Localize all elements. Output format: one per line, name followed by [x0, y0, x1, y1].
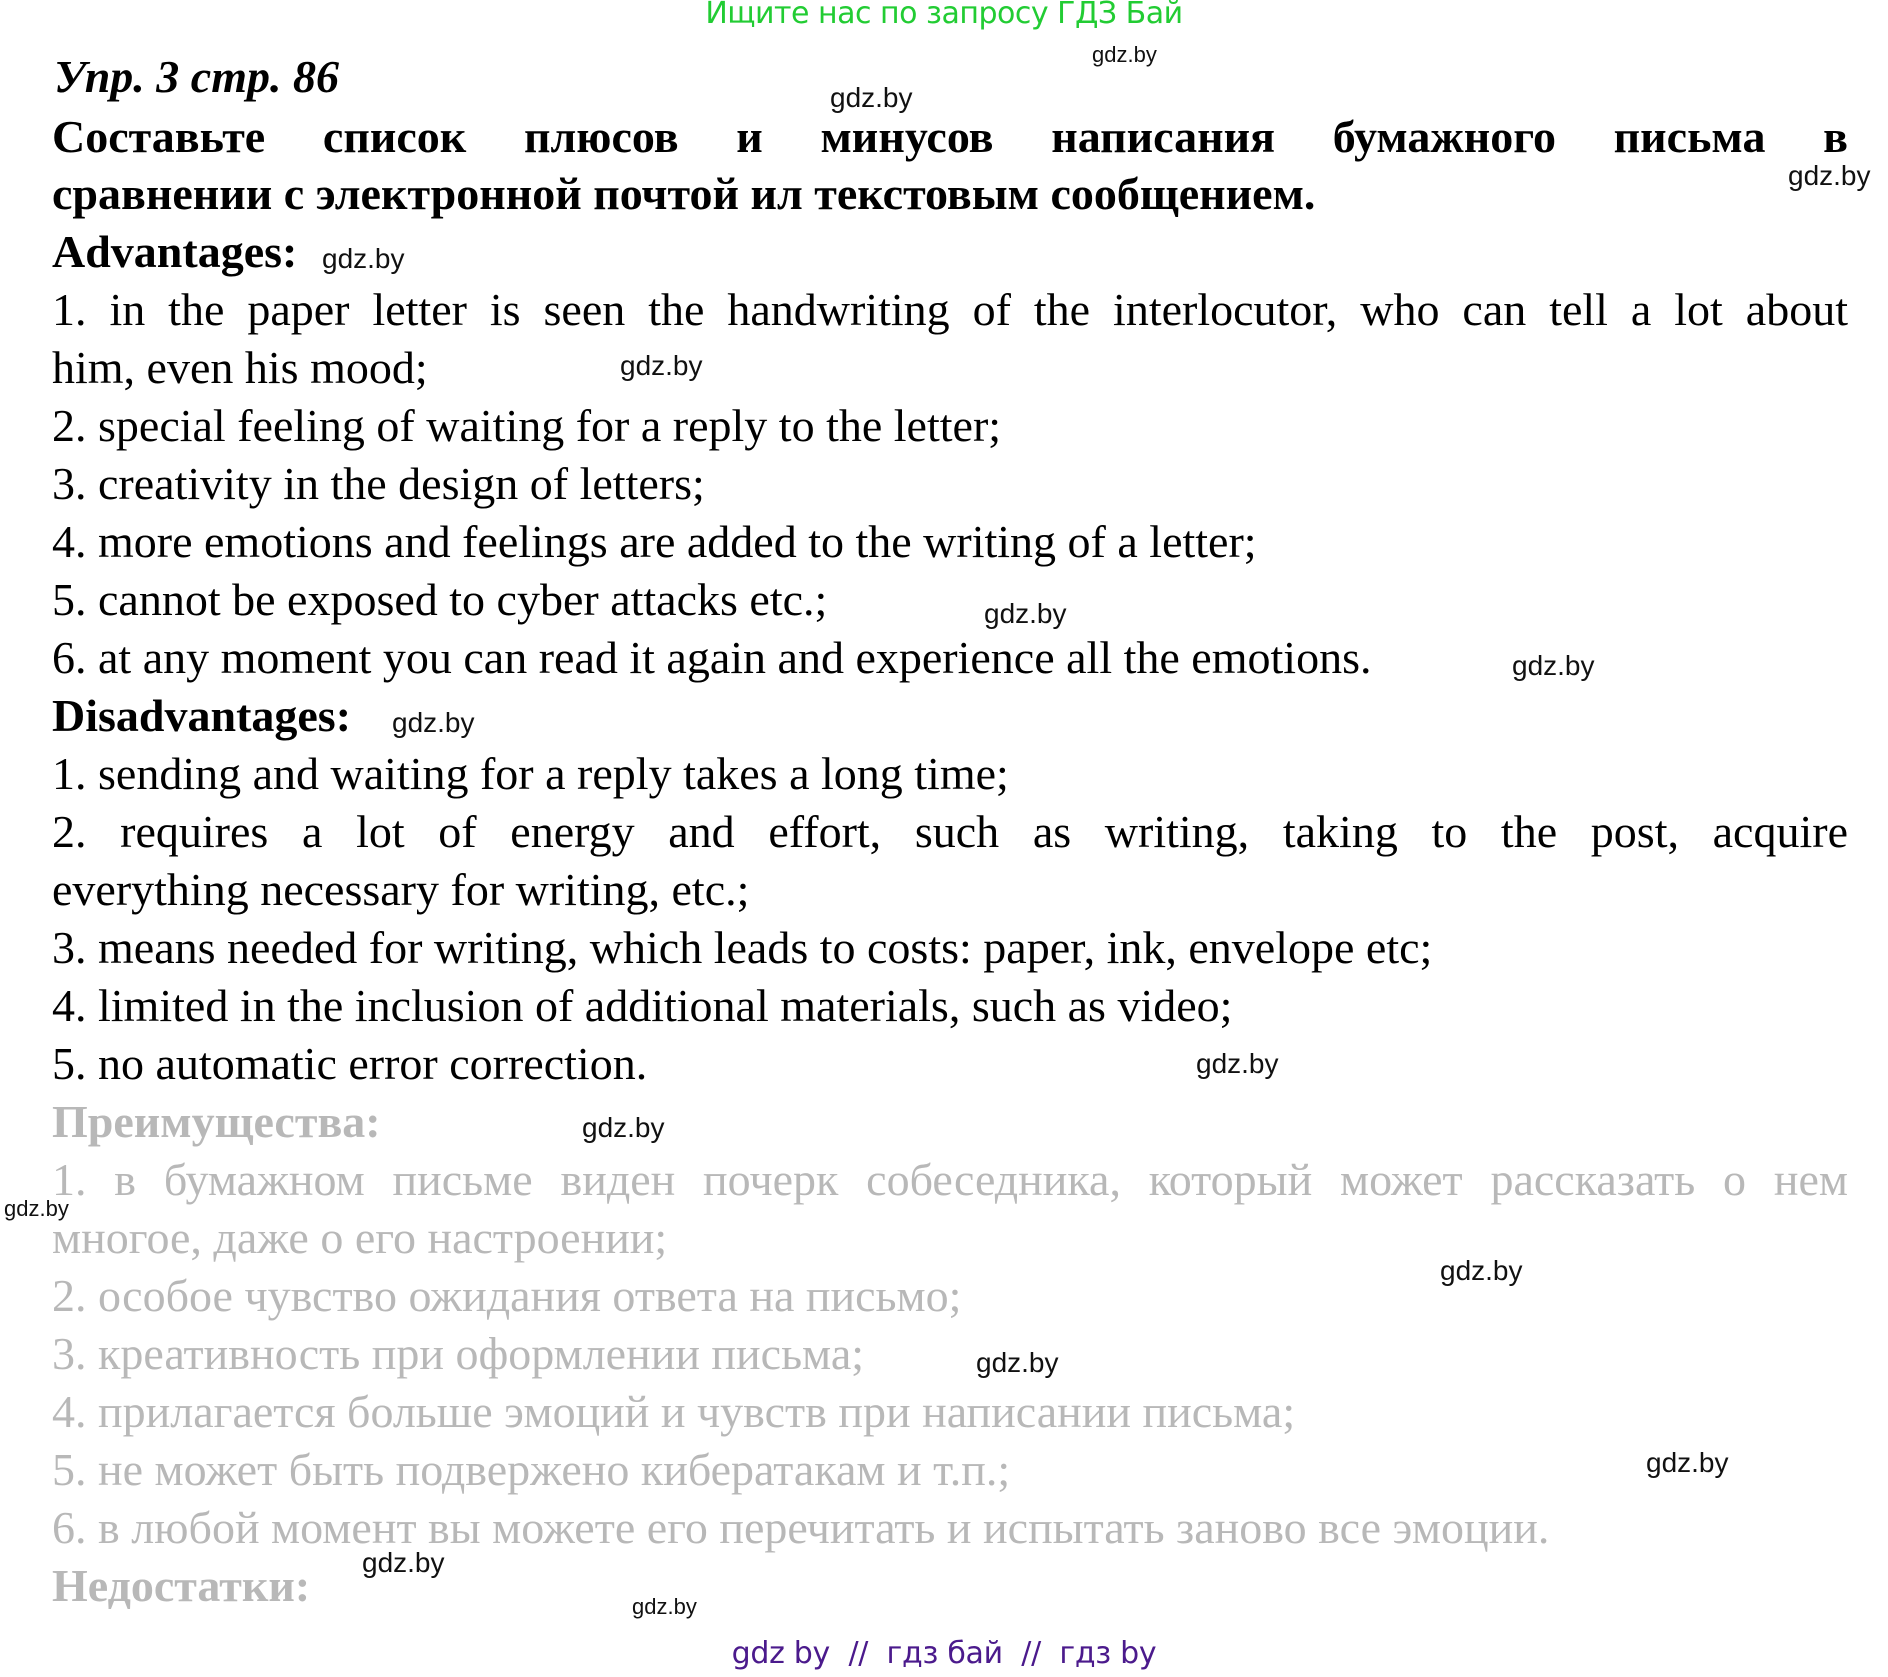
watermark: gdz.by: [830, 82, 913, 113]
advantage-item: 5. cannot be exposed to cyber attacks etc.;: [52, 574, 828, 625]
disadvantage-item: everything necessary for writing, etc.;: [52, 864, 750, 915]
advantage-item: 2. special feeling of waiting for a reply to the letter;: [52, 400, 1002, 451]
russian-advantage-item: многое, даже о его настроении;: [52, 1212, 668, 1263]
watermark: gdz.by: [1646, 1447, 1729, 1478]
exercise-title: Упр. 3 стр. 86: [54, 51, 340, 102]
watermark: gdz.by: [582, 1112, 665, 1143]
watermark: gdz.by: [1196, 1048, 1279, 1079]
advantage-item: 4. more emotions and feelings are added to the writing of a letter;: [52, 516, 1257, 567]
russian-advantage-item: 4. прилагается больше эмоций и чувств при написании письма;: [52, 1386, 1296, 1437]
advantages-heading: Advantages:: [52, 226, 298, 277]
watermark: gdz.by: [1788, 160, 1871, 191]
promo-banner: Ищите нас по запросу ГДЗ Бай: [705, 0, 1183, 31]
russian-advantage-item: 1. в бумажном письме виден почерк собеседника, который может рассказать о нем: [52, 1154, 1848, 1205]
disadvantage-item: 1. sending and waiting for a reply takes a long time;: [52, 748, 1009, 799]
disadvantages-heading: Disadvantages:: [52, 690, 352, 741]
watermark: gdz.by: [976, 1347, 1059, 1378]
russian-advantage-item: 3. креативность при оформлении письма;: [52, 1328, 865, 1379]
advantage-item: 6. at any moment you can read it again and experience all the emotions.: [52, 632, 1372, 683]
task-line-2: сравнении с электронной почтой ил текстовым сообщением.: [52, 168, 1316, 219]
watermark: gdz.by: [984, 598, 1067, 629]
advantage-item: him, even his mood;: [52, 342, 428, 393]
russian-advantage-item: 6. в любой момент вы можете его перечитать и испытать заново все эмоции.: [52, 1502, 1550, 1553]
task-line-1: Составьте список плюсов и минусов написания бумажного письма в: [52, 111, 1848, 162]
disadvantage-item: 5. no automatic error correction.: [52, 1038, 648, 1089]
advantage-item: 3. creativity in the design of letters;: [52, 458, 705, 509]
watermark: gdz.by: [1512, 650, 1595, 681]
watermark: gdz.by: [620, 350, 703, 381]
footer-links: gdz by // гдз бай // гдз by: [731, 1636, 1157, 1671]
watermark: gdz.by: [1440, 1255, 1523, 1286]
russian-advantages-heading: Преимущества:: [52, 1096, 381, 1147]
advantage-item: 1. in the paper letter is seen the handwriting of the interlocutor, who can tell a lot about: [52, 284, 1848, 335]
watermark: gdz.by: [392, 707, 475, 738]
watermark: gdz.by: [362, 1547, 445, 1578]
disadvantage-item: 3. means needed for writing, which leads to costs: paper, ink, envelope etc;: [52, 922, 1433, 973]
russian-advantage-item: 2. особое чувство ожидания ответа на письмо;: [52, 1270, 962, 1321]
watermark: gdz.by: [4, 1196, 69, 1221]
watermark: gdz.by: [1092, 42, 1157, 67]
russian-advantage-item: 5. не может быть подвержено кибератакам и т.п.;: [52, 1444, 1011, 1495]
watermark: gdz.by: [322, 243, 405, 274]
disadvantage-item: 4. limited in the inclusion of additional materials, such as video;: [52, 980, 1233, 1031]
watermark: gdz.by: [632, 1594, 697, 1619]
disadvantage-item: 2. requires a lot of energy and effort, such as writing, taking to the post, acquire: [52, 806, 1848, 857]
russian-disadvantages-heading: Недостатки:: [52, 1560, 311, 1611]
